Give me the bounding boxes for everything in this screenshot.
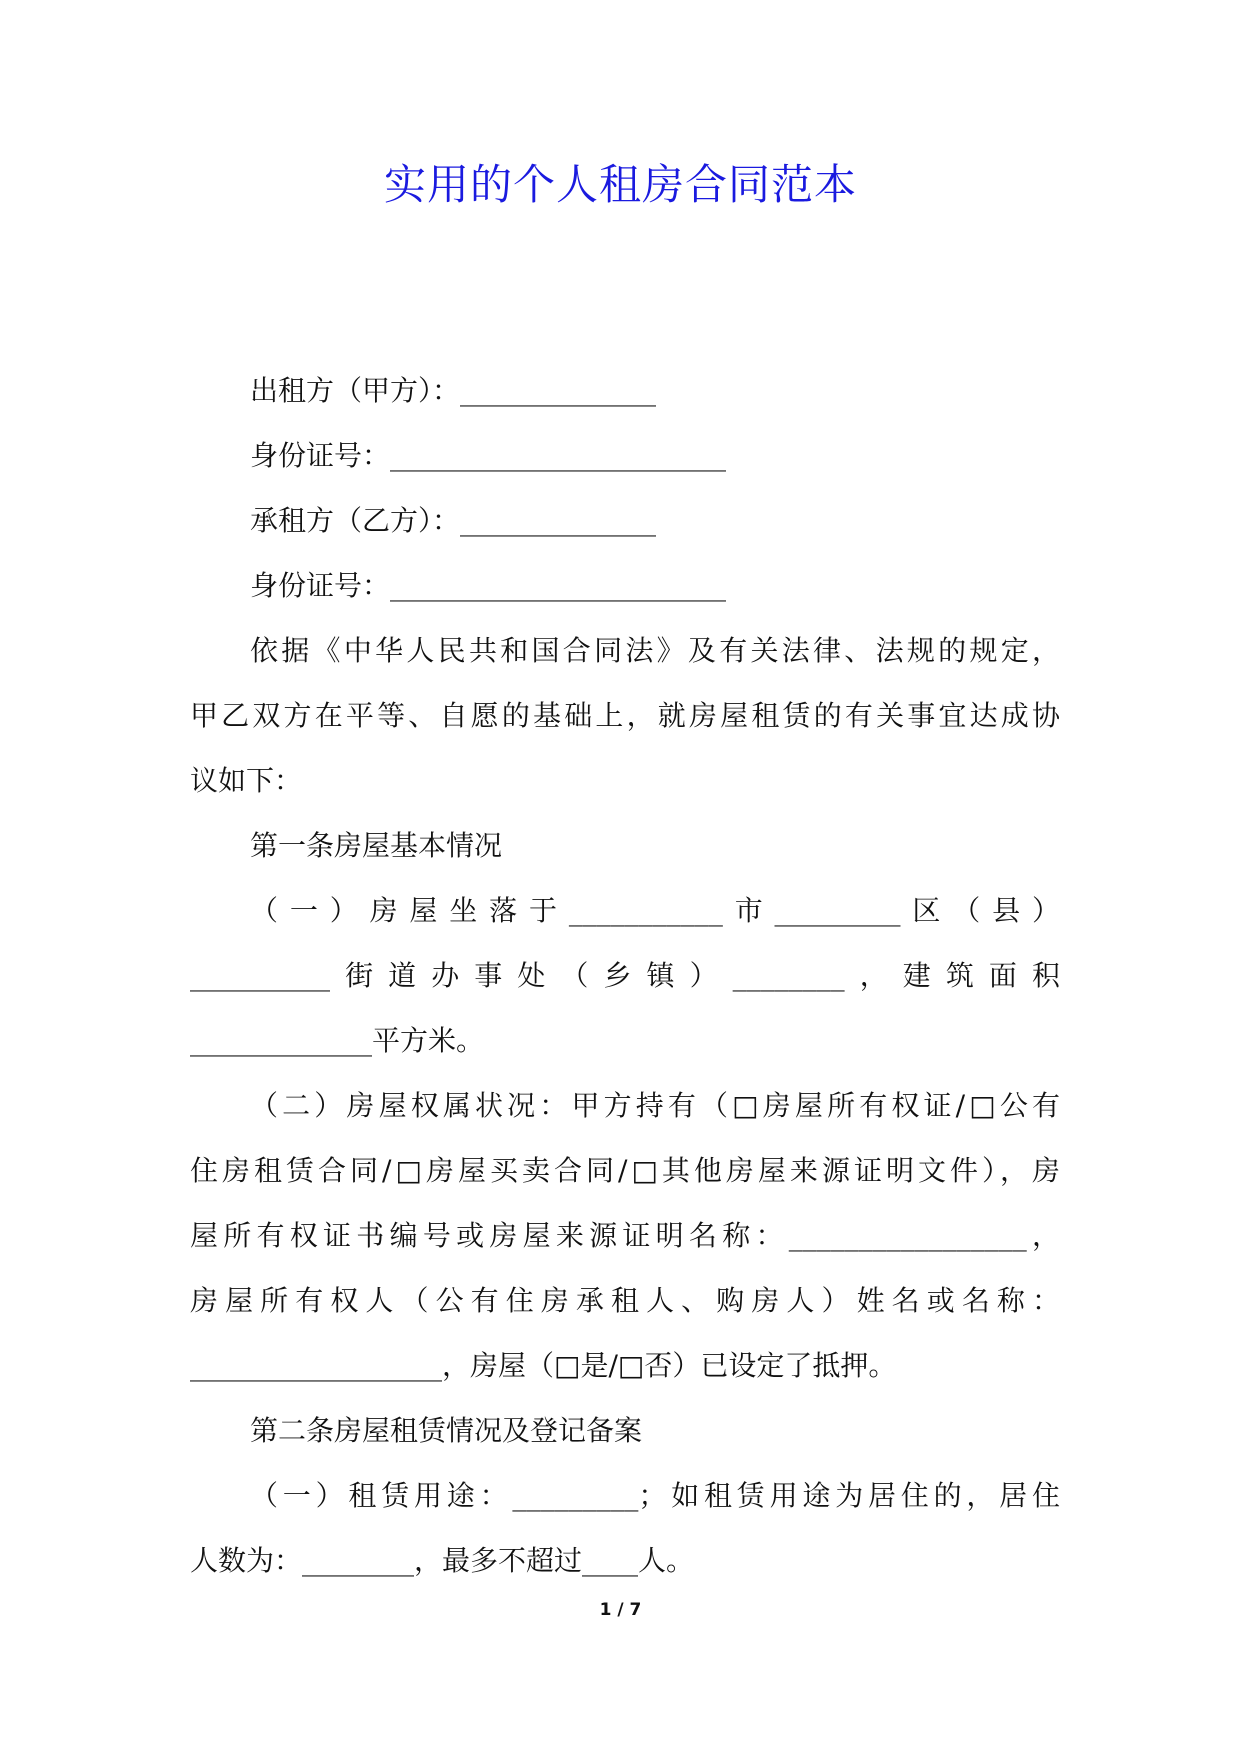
- article-2-clause-1-line-1: （一）租赁用途：_________；如租赁用途为居住的，居住: [250, 1479, 1060, 1512]
- article-2-clause-1-line-2: 人数为：________，最多不超过____人。: [190, 1544, 695, 1577]
- article-1-clause-2-line-4: 房屋所有权人（公有住房承租人、购房人）姓名或名称：: [190, 1284, 1060, 1317]
- preamble-line-3: 议如下：: [190, 764, 303, 797]
- preamble-line-1: 依据《中华人民共和国合同法》及有关法律、法规的规定，: [250, 634, 1060, 667]
- article-1-clause-1-line-2: __________街道办事处（乡镇）________，建筑面积: [190, 959, 1060, 992]
- article-1-clause-2-line-3: 屋所有权证书编号或房屋来源证明名称：_________________，: [190, 1219, 1060, 1252]
- preamble-line-2: 甲乙双方在平等、自愿的基础上，就房屋租赁的有关事宜达成协: [190, 699, 1060, 732]
- page-number: 1 / 7: [599, 1600, 642, 1620]
- article-2-heading: 第二条房屋租赁情况及登记备案: [250, 1414, 643, 1447]
- article-1-heading: 第一条房屋基本情况: [250, 829, 503, 862]
- lessee-line: 承租方（乙方）：______________: [250, 504, 657, 537]
- article-1-clause-2-line-1: （二）房屋权属状况：甲方持有（□房屋所有权证/□公有: [250, 1089, 1060, 1122]
- article-1-clause-1-line-1: （一）房屋坐落于___________市_________区（县）: [250, 894, 1060, 927]
- lessee-id-line: 身份证号：________________________: [250, 569, 727, 602]
- lessor-line: 出租方（甲方）：______________: [250, 374, 657, 407]
- article-1-clause-2-line-5: __________________，房屋（□是/□否）已设定了抵押。: [190, 1349, 897, 1382]
- document-body: [190, 358, 1060, 1593]
- document-title: 实用的个人租房合同范本: [383, 160, 857, 209]
- article-1-clause-1-line-3: _____________平方米。: [190, 1024, 485, 1057]
- article-1-clause-2-line-2: 住房租赁合同/□房屋买卖合同/□其他房屋来源证明文件），房: [190, 1154, 1060, 1187]
- lessor-id-line: 身份证号：________________________: [250, 439, 727, 472]
